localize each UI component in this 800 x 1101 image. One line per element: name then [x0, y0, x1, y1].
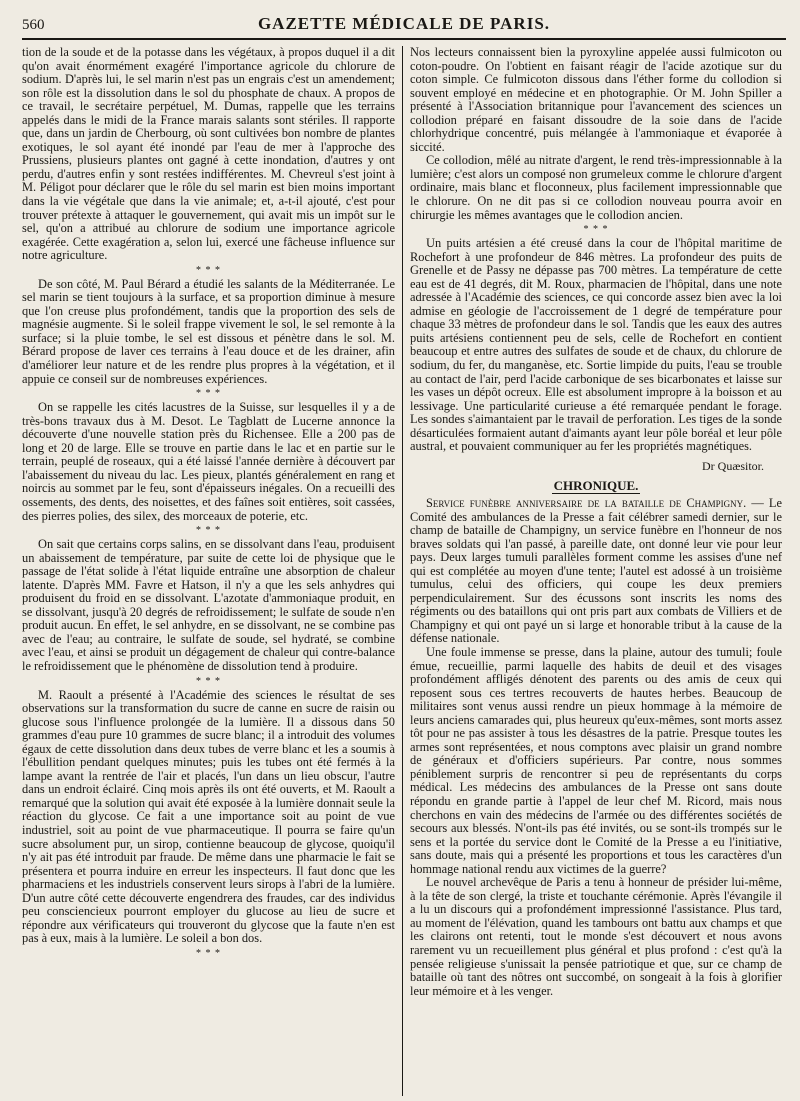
article-paragraph: Ce collodion, mêlé au nitrate d'argent, le rend très-impressionnable à la lumière; c'est alors un composé non grumeleux comme le chlorure d'argent ordinaire, mais blanc et floconneux, plus facilement impressionnable que le chlorure. On ne dit pas si ce collodion nouveau pourra avoir en chirurgie les mêmes avantages que le collodion ancien.	[410, 153, 782, 222]
article-paragraph	[410, 497, 782, 646]
article-paragraph: Le nouvel archevêque de Paris a tenu à honneur de présider lui-même, à la tête de son clergé, la triste et touchante cérémonie. Après l'évangile il a lu un discours qui a profondément impressionné l'assistance. Plus tard, au moment de l'élévation, quand les tambours ont battu aux champs et que les clairons ont retenti, tout le monde s'est découvert et nous avons rarement vu un recueillement plus général et plus profond : c'est qu'à la pensée religieuse s'unissait la pensée patriotique et que, sur ce champ de bataille où tant des nôtres ont succombé, on songeait à la fois à glorifier leur mémoire et à les venger.	[410, 875, 782, 998]
section-separator: * * *	[196, 947, 221, 959]
section-title-text: CHRONIQUE.	[553, 478, 639, 494]
right-column	[402, 46, 782, 1096]
journal-title: GAZETTE MÉDICALE DE PARIS.	[257, 14, 551, 33]
section-separator: * * *	[196, 388, 221, 400]
article-paragraph: M. Raoult a présenté à l'Académie des sciences le résultat de ses observations sur la transformation du sucre de canne en sucre de raisin ou glucose sous l'influence prolongée de la lumière. Il a dissous dans 50 grammes d'eau pure 10 grammes de sucre blanc; il a introduit des volumes égaux de cette dissolution dans deux tubes de verre blanc et les a soumis à l'ébullition pendant quelques minutes; puis les tubes ont été fermés à la lampe avant la rentrée de l'air et placés, l'un dans un lieu obscur, l'autre dans un endroit éclairé. Cinq mois après ils ont été ouverts, et M. Raoult a remarqué que la solution qui avait été exposée à la lumière donnait seule la réaction du glycose. Ce fait a une importance soit au point de vue industriel, soit au point de vue pharmaceutique. Il pourra se faire qu'un sucre absolument pur, un sirop, contienne beaucoup de glycose, quoiqu'il n'y ait pas été introduit par fraude. De même dans une pharmacie le fait se présentera et pourra induire en erreur les inspecteurs. Il faut donc que les pharmaciens et les industriels conservent leurs sirops à l'abri de la lumière. D'un autre côté cette découverte engendrera des fraudes, car des individus peu consciencieux pourront employer du glucose au lieu de sucre et répondre aux vérificateurs qui trouveront du glycose que la faute n'en est pas à eux, mais à la lumière. Le soleil a bon dos.	[22, 687, 395, 946]
text-columns	[22, 46, 786, 1096]
article-paragraph: Un puits artésien a été creusé dans la cour de l'hôpital maritime de Rochefort à une profondeur de 846 mètres. La profondeur des puits de Grenelle et de Passy ne dépasse pas 700 mètres. La température de cette eau est de 41 degrés, dit M. Roux, pharmacien de l'hôpital, dans une note adressée à l'Académie des sciences, ce qui concorde assez bien avec la loi admise en géologie de l'accroissement de 1 degré de température pour chaque 33 mètres de profondeur dans le sol. Tandis que les eaux des autres puits artésiens contiennent peu de sels, celle de Rochefort en contient beaucoup et entre autres des sulfates de soude et de chaux, du chlorure de sodium, du fer, du manganèse, etc. Sortie limpide du puits, l'eau se trouble au contact de l'air, perd l'acide carbonique de ses bicarbonates et laisse sur les vases un dépôt ocreux. Elle est absolument impropre à la boisson et au lessivage. Une particularité curieuse a été remarquée pendant le forage. Les sondes s'aimantaient par le travail de perforation. Les tiges de la sonde désarticulées formaient autant d'aimants ayant leur pôle boréal et leur pôle austral, et pouvaient communiquer au fer les propriétés magnétiques.	[410, 236, 782, 454]
author-signature: Dr Quæsitor.	[701, 458, 764, 473]
section-separator: * * *	[196, 675, 221, 687]
article-paragraph: De son côté, M. Paul Bérard a étudié les salants de la Méditerranée. Le sel marin se tient toujours à la surface, et sa proportion diminue à mesure que l'on creuse plus profondément, tandis que la proportion des sels de magnésie augmente. Si le soleil frappe vivement le sol, le sel remonte à la surface; si la pluie tombe, le sel est dissous et pénètre dans le sol. M. Bérard propose de laver ces terrains à l'eau douce et de les drainer, afin d'améliorer leur nature et de les rendre plus propres à la végétation, et il appuie ce conseil sur de nombreuses expériences.	[22, 276, 395, 386]
article-paragraph: Nos lecteurs connaissent bien la pyroxyline appelée aussi fulmicoton ou coton-poudre. On l'obtient en faisant réagir de l'acide azotique sur du coton simple. Ce fulmicoton dissous dans l'éther forme du collodion si souvent employé en médecine et en photographie. Or M. John Spiller a présenté à l'Association britannique pour l'avancement des sciences un collodion préparé en faisant dissoudre de la soie dans de l'acide chlorhydrique concentré, puis mélangée à l'ammoniaque et évaporée à siccité.	[410, 46, 782, 154]
page-number: 560	[22, 17, 45, 33]
chronique-text: Le Comité des ambulances de la Presse a fait célébrer samedi dernier, sur le champ de bataille de Champigny, un service funèbre en l'honneur de nos braves soldats qui l'an passé, à pareille date, ont donné leur vie pour leur pays. Deux larges tumuli parallèles forment comme les assises d'une nef qui est complétée au moyen d'une tente; l'autel est adossé à un troisième tumulus, celui des officiers, qui coupe les deux premiers perpendiculairement. Sur des écussons sont inscrits les noms des régiments ou des bataillons qui ont pris part aux combats de Villiers et de Champigny et qui ont payé un si large et honorable tribut à la cause de la défense nationale.	[410, 495, 782, 646]
left-column	[22, 46, 402, 1096]
article-paragraph: On sait que certains corps salins, en se dissolvant dans l'eau, produisent un abaissement de température, par suite de cette loi de physique que le passage de l'état solide à l'état liquide entraîne une absorption de chaleur latente. D'après MM. Favre et Hatson, il n'y a que les sels anhydres qui produisent du froid en se dissolvant. L'azotate d'ammoniaque produit, en se dissolvant, jusqu'à 20 degrés de refroidissement; le sulfate de soude n'en produit aucun. En effet, le sel anhydre, en se dissolvant, ne se combine pas avec de l'eau; au contraire, le sulfate de soude, sel hydraté, se combine avec l'eau, et ainsi se produit un dégagement de chaleur qui contre-balance le refroidissement que le phénomène de dissolution tend à produire.	[22, 537, 395, 673]
section-separator: * * *	[583, 224, 609, 236]
section-separator: * * *	[196, 525, 221, 537]
article-paragraph: On se rappelle les cités lacustres de la Suisse, sur lesquelles il y a de très-bons travaux dus à M. Desot. Le Tagblatt de Lucerne annonce la découverte d'une nouvelle station près du Richensee. Elle a 200 pas de long et 20 de large. Elle se trouve en partie dans le lac et en partie sur le terrain, peuplé de roseaux, qui a été laissé l'année dernière à découvert par l'abaissement du niveau du lac. Les pieux, plantés généralement en rang et noircis au sommet par le feu, sont d'épaisseurs inégales. On a recueilli des ossements, des dents, des noisettes, et des faînes soit entières, soit cassées, des pierres polies, des silex, des morceaux de poterie, etc.	[22, 400, 395, 523]
page-header	[22, 14, 786, 40]
section-title	[410, 479, 782, 493]
article-paragraph: Une foule immense se presse, dans la plaine, autour des tumuli; foule émue, recueillie, parmi laquelle des habits de deuil et des visages profondément affligés dénotent des parents ou des amis de ceux qui reposent sous ces tertres recouverts de hautes herbes. Beaucoup de militaires sont venus aussi rendre un pieux hommage à la mémoire de leurs anciens camarades qui, plus heureux qu'eux-mêmes, sont morts assez tôt pour ne pas assister à tous les désastres de la patrie. Presque toutes les armes sont représentées, et nous comptons avec plaisir un grand nombre de généraux et d'officiers supérieurs. Par contre, nous sommes péniblement surpris de rencontrer si peu de représentants du corps médical. Les médecins des ambulances de la Presse ont sans doute répondu en grande partie à l'appel de leur chef M. Ricord, mais nous cherchons en vain des médecins de l'armée ou des différentes sociétés de secours aux blessés. N'ont-ils pas été invités, ou se sont-ils trompés sur le sens et la portée du service dont le Comité de la Presse a eu l'initiative, sans doute, mais qui a présenté les proportions et tous les caractères d'un hommage national rendu aux victimes de la guerre?	[410, 644, 782, 876]
section-separator: * * *	[196, 264, 221, 276]
chronique-heading: Service funèbre anniversaire de la bataille de Champigny. —	[426, 495, 764, 510]
article-paragraph: tion de la soude et de la potasse dans les végétaux, à propos duquel il a dit qu'on avait énormément exagéré l'importance agricole du chlorure de sodium. D'après lui, le sel marin n'est pas un engrais c'est un amendement; son rôle est la dissolution dans le sol du phosphate de chaux. A propos de ce travail, le secrétaire perpétuel, M. Dumas, rappelle que les terrains appelés dans le midi de la France marais salants sont stériles. Il rapporte que, dans un jardin de Cherbourg, où sont cultivées bon nombre de plantes exotiques, le sol ayant été inondé par l'eau de mer à l'approche des Prussiens, plusieurs plantes ont gagné à cette inondation, d'autres y ont perdu, d'autres enfin y sont restées indifférentes. M. Chevreul s'est joint à M. Péligot pour déclarer que le rôle du sel marin est bien moins important dans la vie végétale que dans la vie animale; et, a-t-il ajouté, c'est pour trouver prétexte à attaquer le gouvernement, qui avait mis un impôt sur le sel, qu'on a attribué au chlorure de sodium une importance agricole exagérée. Cette exagération a, selon lui, exercé une fâcheuse influence sur notre agriculture.	[22, 46, 395, 263]
